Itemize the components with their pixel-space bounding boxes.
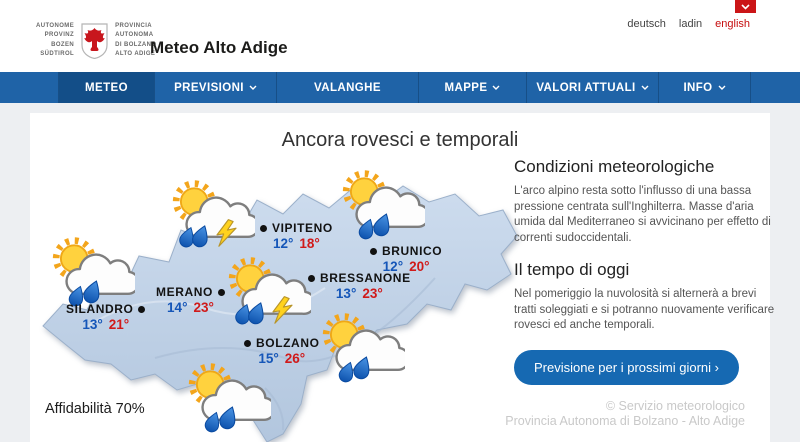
button-label: Previsione per i prossimi giorni <box>534 359 712 375</box>
logo-text-italian: PROVINCIA AUTONOMA DI BOLZANO ALTO ADIGE <box>115 23 157 57</box>
nav-item-meteo[interactable] <box>58 72 154 103</box>
temp-min: 13° <box>335 286 357 301</box>
city-dot <box>308 275 315 282</box>
sun-cloud-rain-icon <box>40 232 135 308</box>
reliability-label: Affidabilità 70% <box>45 401 145 417</box>
chevron-down-icon <box>718 85 726 90</box>
city-dot <box>244 340 251 347</box>
watermark-line: Provincia Autonoma di Bolzano - Alto Adige <box>505 414 745 428</box>
city-name: BRESSANONE <box>320 271 411 285</box>
city-dot <box>370 248 377 255</box>
city-marker-merano[interactable] <box>156 285 225 315</box>
nav-label: METEO <box>85 81 128 94</box>
temp-min: 12° <box>272 236 294 251</box>
temp-max: 23° <box>193 300 214 315</box>
sun-cloud-rain-icon <box>176 358 271 434</box>
province-logo[interactable] <box>36 22 156 59</box>
temp-max: 26° <box>284 351 306 366</box>
language-link-english[interactable]: english <box>715 18 750 30</box>
map-watermark <box>505 399 745 429</box>
temp-max: 18° <box>299 236 320 251</box>
city-name: SILANDRO <box>66 302 134 316</box>
temp-min: 15° <box>258 351 279 366</box>
conditions-text: L'arco alpino resta sotto l'influsso di una bassa pressione centrata sull'Inghilterra. Masse d'aria umida dal Mediterraneo si avvicinano per effetto di correnti sudoccidentali. <box>514 185 771 244</box>
city-marker-bressanone[interactable] <box>308 271 411 301</box>
city-dot <box>218 289 225 296</box>
sun-cloud-rain-icon <box>330 165 425 241</box>
city-marker-silandro[interactable] <box>66 302 145 332</box>
city-name: VIPITENO <box>272 221 333 235</box>
chevron-down-icon <box>741 4 750 10</box>
temp-max: 20° <box>409 259 430 274</box>
city-dot <box>138 306 145 313</box>
temp-min: 13° <box>82 317 103 332</box>
city-marker-bolzano[interactable] <box>244 336 320 366</box>
temp-max: 23° <box>362 286 383 301</box>
nav-item-info[interactable] <box>658 72 750 103</box>
temp-min: 12° <box>382 259 404 274</box>
site-title: Meteo Alto Adige <box>150 38 288 57</box>
nav-spacer <box>750 72 800 103</box>
chevron-down-icon <box>492 85 500 90</box>
conditions-heading: Condizioni meteorologiche <box>514 157 715 176</box>
nav-label: INFO <box>683 81 713 94</box>
city-name: BOLZANO <box>256 336 320 350</box>
temp-min: 14° <box>167 300 188 315</box>
logo-text-german: AUTONOME PROVINZ BOZEN SÜDTIROL <box>36 23 75 57</box>
nav-item-mappe[interactable] <box>418 72 526 103</box>
today-text: Nel pomeriggio la nuvolosità si alternerà a brevi tratti soleggiati e si potranno nuovamente verificare rovesci ed anche temporali. <box>514 288 775 332</box>
nav-item-valori-attuali[interactable] <box>526 72 658 103</box>
arrow-right-icon: › <box>714 359 719 375</box>
nav-label: PREVISIONI <box>174 81 244 94</box>
chevron-down-icon <box>249 85 257 90</box>
language-link-ladin[interactable]: ladin <box>678 18 703 30</box>
sun-cloud-rain-thunder-icon <box>216 252 311 328</box>
language-link-deutsch[interactable]: deutsch <box>627 18 666 30</box>
language-switcher <box>627 18 750 30</box>
city-name: MERANO <box>156 285 213 299</box>
nav-label: MAPPE <box>444 81 488 94</box>
network-dropdown-button[interactable] <box>735 0 756 13</box>
nav-label: VALANGHE <box>314 81 381 94</box>
weather-map <box>30 153 535 442</box>
main-navigation <box>0 72 800 103</box>
nav-item-valanghe[interactable] <box>276 72 418 103</box>
forecast-title: Ancora rovesci e temporali <box>281 129 519 151</box>
site-header <box>0 0 800 72</box>
watermark-line: © Servizio meteorologico <box>605 399 745 413</box>
coat-of-arms-icon <box>81 23 108 59</box>
temp-max: 21° <box>108 317 130 332</box>
sun-cloud-rain-thunder-icon <box>160 175 255 251</box>
forecast-sidebar <box>514 157 776 385</box>
next-days-forecast-button[interactable] <box>514 350 739 385</box>
chevron-down-icon <box>641 85 649 90</box>
nav-item-previsioni[interactable] <box>154 72 276 103</box>
city-marker-brunico[interactable] <box>370 244 442 274</box>
city-dot <box>260 225 267 232</box>
nav-spacer <box>0 72 58 103</box>
city-marker-vipiteno[interactable] <box>260 221 333 251</box>
today-heading: Il tempo di oggi <box>514 260 630 280</box>
sun-cloud-rain-icon <box>310 308 405 384</box>
nav-label: VALORI ATTUALI <box>536 81 636 94</box>
content-card <box>30 113 775 442</box>
city-name: BRUNICO <box>382 244 443 258</box>
